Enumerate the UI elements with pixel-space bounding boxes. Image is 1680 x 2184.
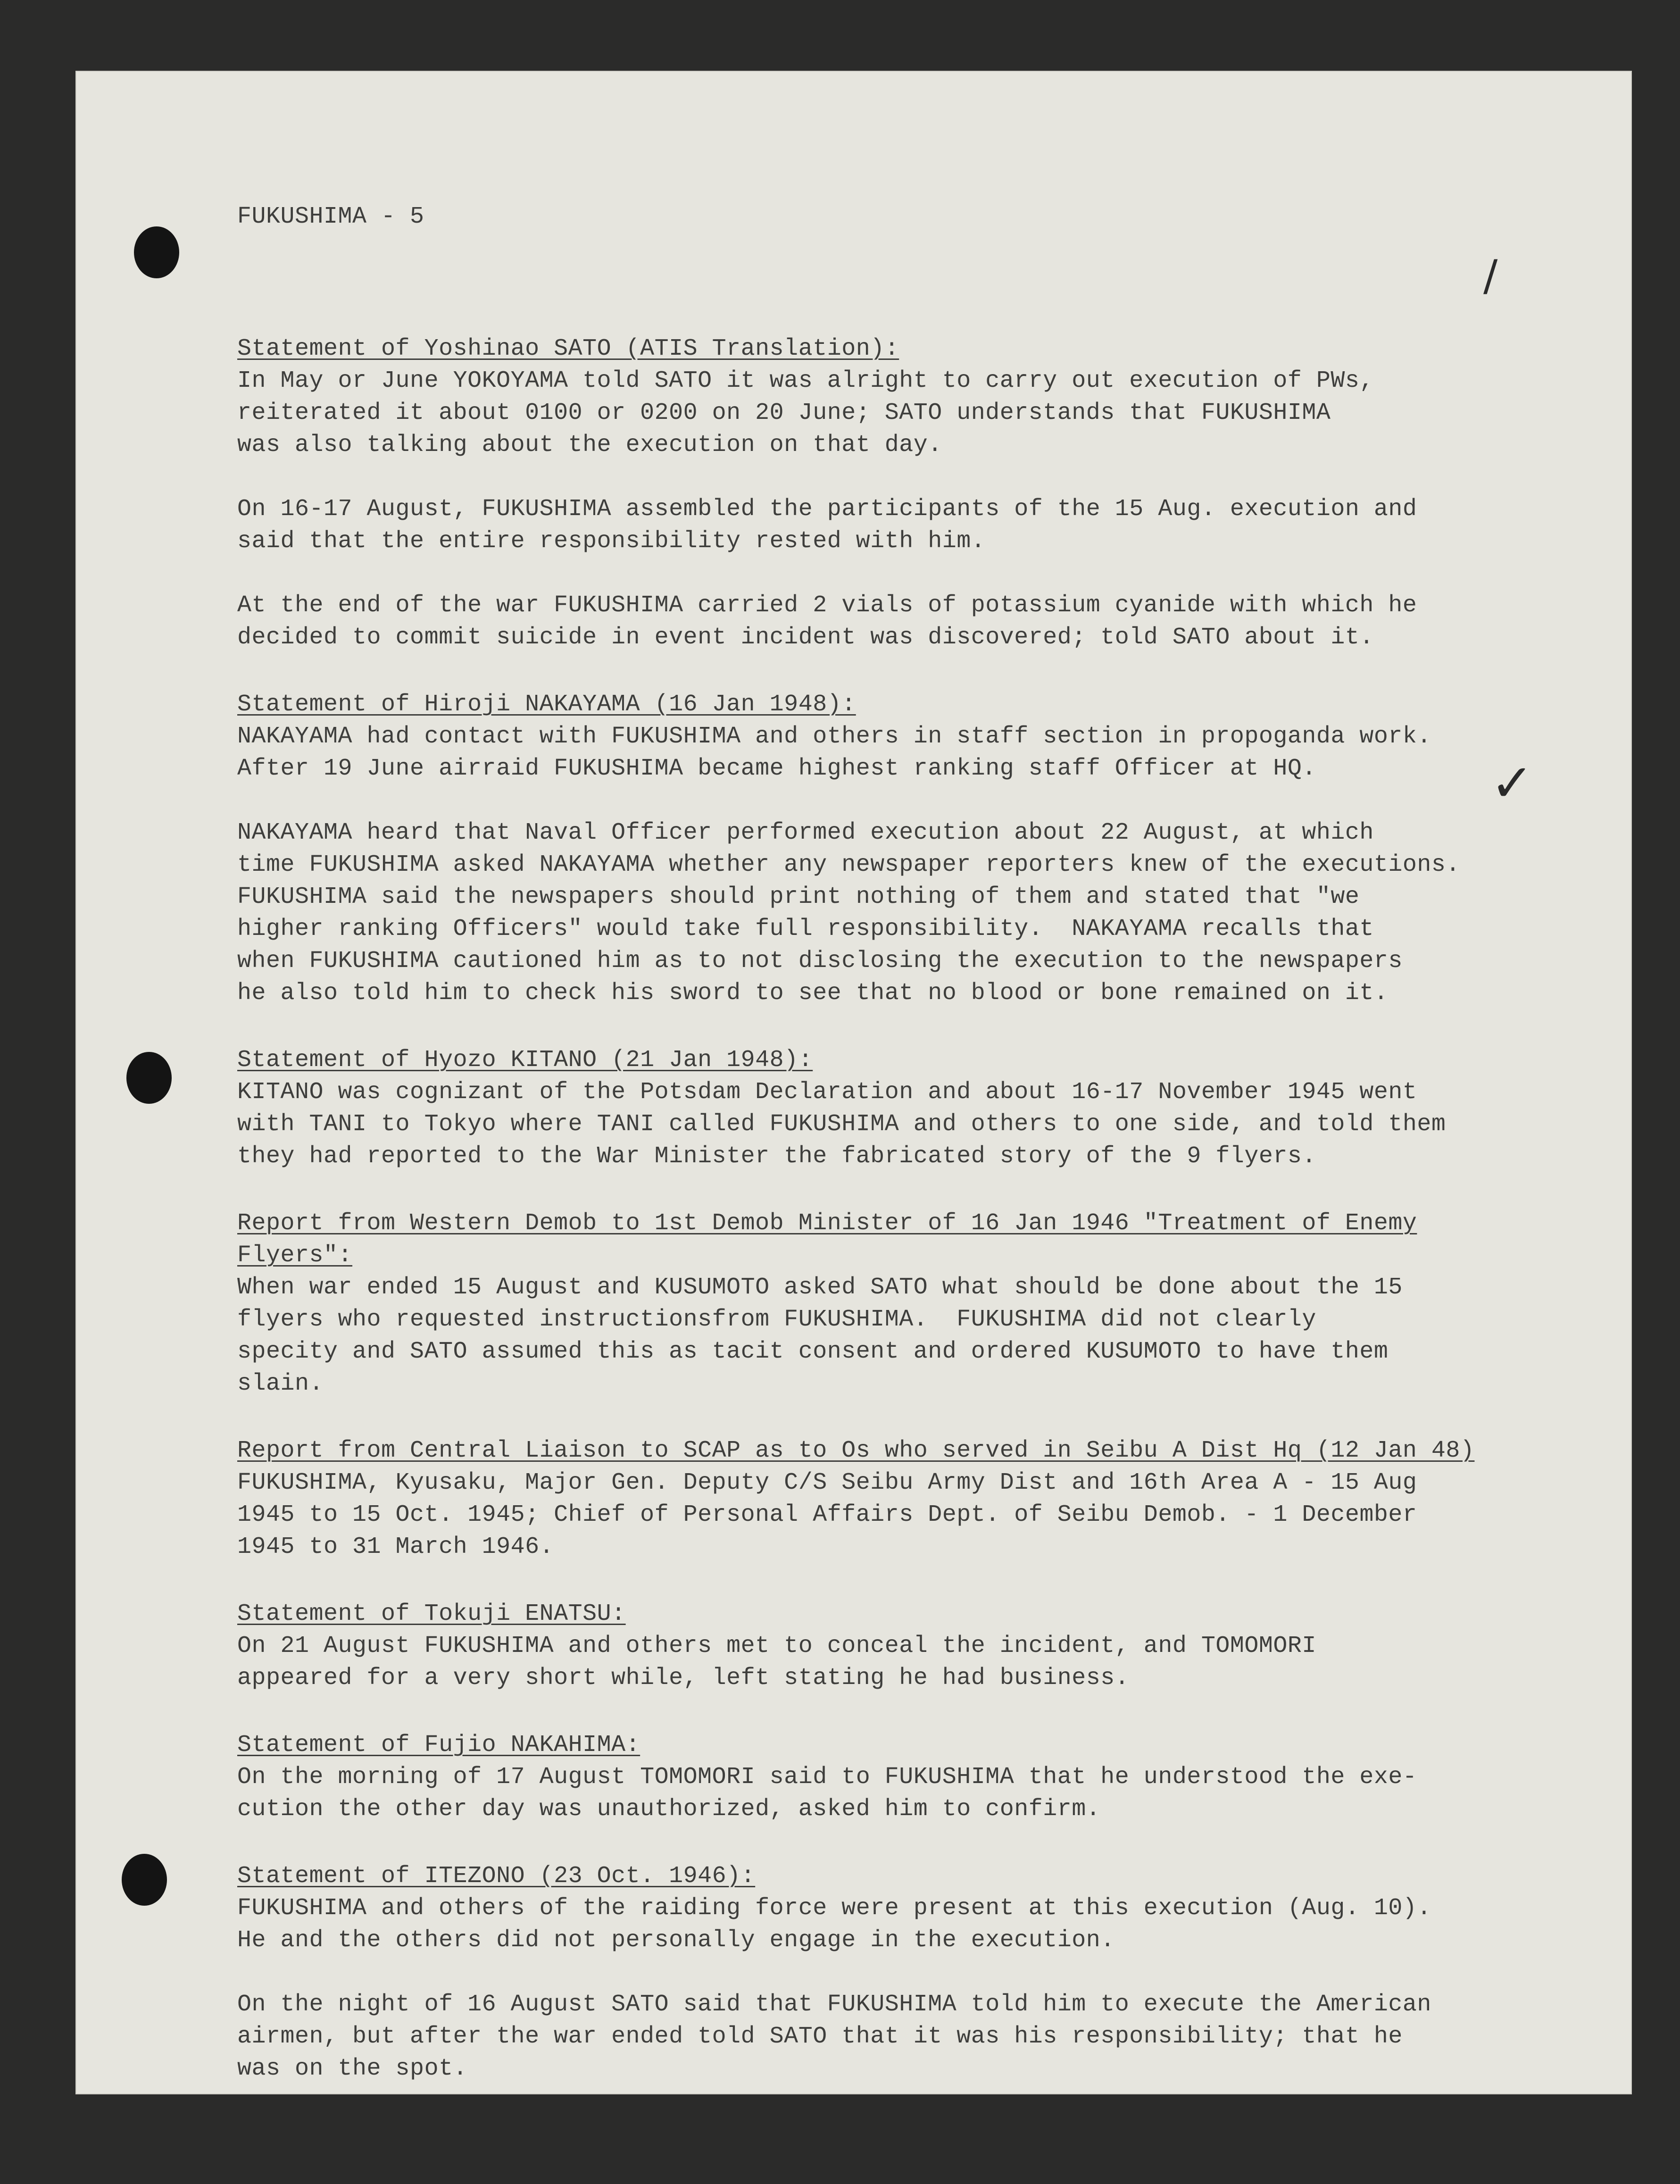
text-line: FUKUSHIMA said the newspapers should print nothing of them and stated that "we [237, 884, 1360, 910]
punch-hole-bottom [122, 1854, 167, 1906]
statement-section [237, 1860, 1643, 2085]
text-line: After 19 June airraid FUKUSHIMA became highest ranking staff Officer at HQ. [237, 755, 1316, 782]
text-line: slain. [237, 1370, 324, 1397]
text-line: he also told him to check his sword to see that no blood or bone remained on it. [237, 980, 1389, 1007]
section-heading [237, 1044, 1643, 1076]
section-heading [237, 1435, 1643, 1467]
text-line: At the end of the war FUKUSHIMA carried 2 vials of potassium cyanide with which he [237, 592, 1417, 619]
text-line: 1945 to 31 March 1946. [237, 1534, 554, 1560]
text-line: On the night of 16 August SATO said that FUKUSHIMA told him to execute the American [237, 1991, 1431, 2018]
text-line: cution the other day was unauthorized, asked him to confirm. [237, 1796, 1101, 1823]
document-body [237, 137, 1643, 2184]
heading-line: Statement of Hiroji NAKAYAMA (16 Jan 1948): [237, 691, 856, 718]
text-line: said that the entire responsibility rested with him. [237, 528, 986, 555]
text-line: when FUKUSHIMA cautioned him as to not disclosing the execution to the newspapers [237, 948, 1403, 975]
body-paragraph [237, 817, 1643, 1009]
text-line: was on the spot. [237, 2055, 468, 2082]
heading-line: Statement of Yoshinao SATO (ATIS Translation): [237, 335, 899, 362]
body-paragraph [237, 1467, 1643, 1563]
section-heading [237, 333, 1643, 365]
document-page [75, 71, 1632, 2094]
text-line: On 21 August FUKUSHIMA and others met to conceal the incident, and TOMOMORI [237, 1633, 1316, 1659]
statement-section [237, 1729, 1643, 1826]
punch-hole-middle [126, 1052, 172, 1104]
text-line: flyers who requested instructionsfrom FUKUSHIMA. FUKUSHIMA did not clearly [237, 1306, 1316, 1333]
body-paragraph [237, 1630, 1643, 1694]
statement-section [237, 1435, 1643, 1563]
text-line: FUKUSHIMA, Kyusaku, Major Gen. Deputy C/S Seibu Army Dist and 16th Area A - 15 Aug [237, 1469, 1417, 1496]
body-paragraph [237, 721, 1643, 785]
text-line: He and the others did not personally engage in the execution. [237, 1927, 1115, 1954]
text-line: airmen, but after the war ended told SATO that it was his responsibility; that he [237, 2023, 1403, 2050]
body-paragraph [237, 365, 1643, 461]
section-heading [237, 689, 1643, 721]
text-line: specity and SATO assumed this as tacit consent and ordered KUSUMOTO to have them [237, 1338, 1389, 1365]
body-paragraph [237, 1272, 1643, 1400]
text-line: with TANI to Tokyo where TANI called FUKUSHIMA and others to one side, and told them [237, 1111, 1446, 1138]
text-line: On 16-17 August, FUKUSHIMA assembled the participants of the 15 Aug. execution and [237, 496, 1417, 523]
text-line: NAKAYAMA had contact with FUKUSHIMA and others in staff section in propoganda work. [237, 723, 1431, 750]
heading-line: Report from Western Demob to 1st Demob Minister of 16 Jan 1946 "Treatment of Enemy [237, 1210, 1417, 1237]
heading-line: Statement of Tokuji ENATSU: [237, 1600, 626, 1627]
text-line: In May or June YOKOYAMA told SATO it was alright to carry out execution of PWs, [237, 367, 1374, 394]
text-line: decided to commit suicide in event incident was discovered; told SATO about it. [237, 624, 1374, 651]
heading-line: Statement of Hyozo KITANO (21 Jan 1948): [237, 1047, 813, 1074]
text-line: they had reported to the War Minister the fabricated story of the 9 flyers. [237, 1143, 1316, 1170]
section-heading [237, 1860, 1643, 1892]
body-paragraph [237, 1989, 1643, 2085]
body-paragraph [237, 1892, 1643, 1957]
text-line: higher ranking Officers" would take full responsibility. NAKAYAMA recalls that [237, 916, 1374, 942]
text-line: When war ended 15 August and KUSUMOTO asked SATO what should be done about the 15 [237, 1274, 1403, 1301]
statement-section [237, 333, 1643, 654]
text-line: 1945 to 15 Oct. 1945; Chief of Personal Affairs Dept. of Seibu Demob. - 1 December [237, 1501, 1417, 1528]
punch-hole-top [134, 226, 179, 278]
heading-line: Flyers": [237, 1242, 353, 1269]
statement-section [237, 1208, 1643, 1400]
text-line: appeared for a very short while, left stating he had business. [237, 1665, 1130, 1692]
section-heading [237, 1598, 1643, 1630]
check-mark-middle: ✓ [1490, 753, 1534, 813]
text-line: KITANO was cognizant of the Potsdam Declaration and about 16-17 November 1945 went [237, 1079, 1417, 1106]
page-identifier: FUKUSHIMA - 5 [237, 203, 424, 230]
body-paragraph [237, 590, 1643, 654]
heading-line: Statement of ITEZONO (23 Oct. 1946): [237, 1863, 756, 1890]
body-paragraph [237, 493, 1643, 558]
section-heading [237, 1729, 1643, 1761]
body-paragraph [237, 1076, 1643, 1173]
statement-section [237, 1598, 1643, 1694]
text-line: FUKUSHIMA and others of the raiding force were present at this execution (Aug. 10). [237, 1895, 1431, 1922]
text-line: On the morning of 17 August TOMOMORI said to FUKUSHIMA that he understood the exe- [237, 1764, 1417, 1791]
section-heading [237, 1208, 1643, 1272]
statement-section [237, 689, 1643, 1009]
check-mark-top: / [1483, 251, 1498, 300]
heading-line: Statement of Fujio NAKAHIMA: [237, 1732, 640, 1759]
heading-line: Report from Central Liaison to SCAP as to Os who served in Seibu A Dist Hq (12 Jan 48) [237, 1437, 1475, 1464]
text-line: reiterated it about 0100 or 0200 on 20 June; SATO understands that FUKUSHIMA [237, 400, 1331, 426]
statement-section [237, 1044, 1643, 1173]
text-line: NAKAYAMA heard that Naval Officer performed execution about 22 August, at which [237, 819, 1374, 846]
text-line: was also talking about the execution on that day. [237, 432, 942, 458]
text-line: time FUKUSHIMA asked NAKAYAMA whether any newspaper reporters knew of the executions. [237, 851, 1460, 878]
body-paragraph [237, 1761, 1643, 1826]
